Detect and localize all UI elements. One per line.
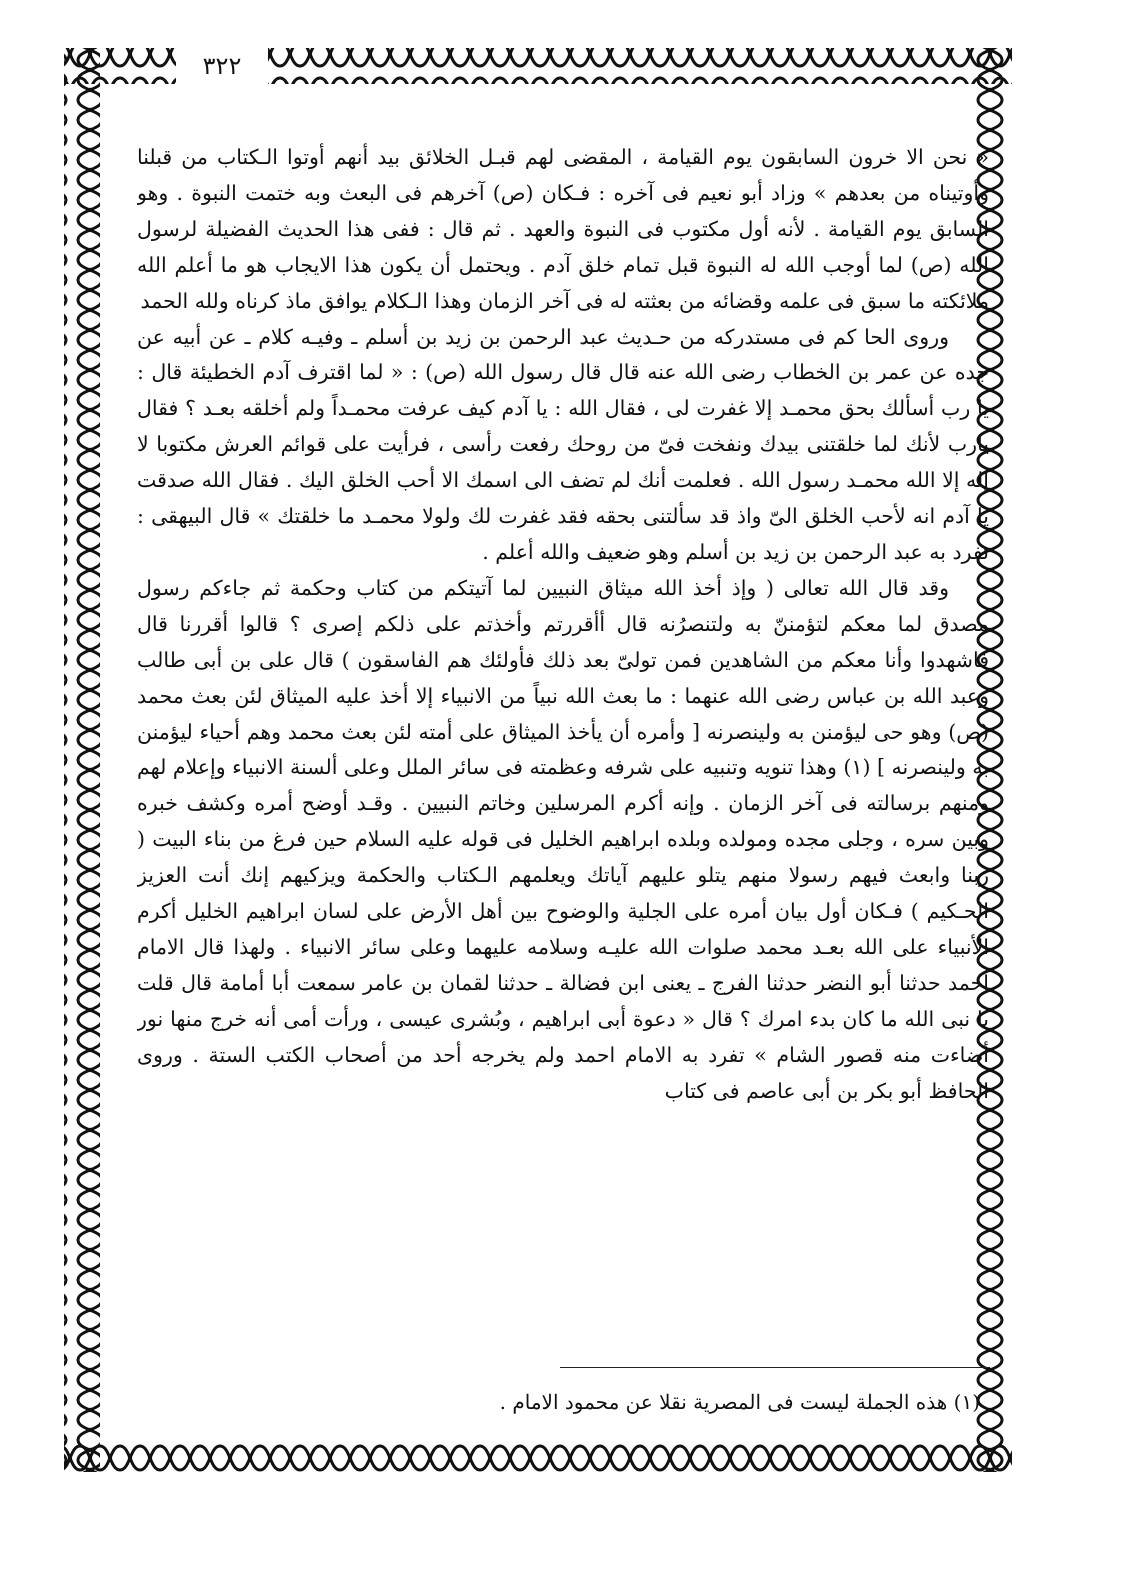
paragraph: « نحن الا خرون السابقون يوم القيامة ، المقضى لهم قبـل الخلائق بيد أنهم أوتوا الـكتاب من قبلنا وأوتيناه من بعدهم » وزاد أبو نعيم فى آخره : فـكان (ص) آخرهم فى البعث وبه ختمت النبوة . وهو السابق يوم القيامة . لأنه أول مكتوب فى النبوة والعهد . ثم قال : ففى هذا الحديث الفضيلة لرسول الله (ص) لما أوجب الله له النبوة قبل تمام خلق آدم . ويحتمل أن يكون هذا الايجاب هو ما أعلم الله ملائكته ما سبق فى علمه وقضائه من بعثته له فى آخر الزمان وهذا الـكلام يوافق ماذ كرناه ولله الحمد xyxy=(137,145,989,313)
footnote-divider xyxy=(560,1367,990,1368)
paragraph: وقد قال الله تعالى ( وإذ أخذ الله ميثاق النبيين لما آتيتكم من كتاب وحكمة ثم جاءكم رسول مصدق لما معكم لتؤمننّ به ولتنصرُنه قال أأقررتم وأخذتم على ذلكم إصرى ؟ قالوا أقررنا قال فاشهدوا وأنا معكم من الشاهدين فمن تولىّ بعد ذلك فأولئك هم الفاسقون ) قال على بن أبى طالب وعبد الله بن عباس رضى الله عنهما : ما بعث الله نبياً من الانبياء إلا أخذ عليه الميثاق لئن بعث محمد (ص) وهو حى ليؤمنن به ولينصرنه [ وأمره أن يأخذ الميثاق على أمته لئن بعث محمد وهم أحياء ليؤمنن به ولينصرنه ] (١) وهذا تنويه وتنبيه على شرفه وعظمته فى سائر الملل وعلى ألسنة الانبياء وإعلام لهم ومنهم برسالته فى آخر الزمان . وإنه أكرم المرسلين وخاتم النبيين . وقـد أوضح أمره وكشف خبره وبين سره ، وجلى مجده ومولده وبلده ابراهيم الخليل فى قوله عليه السلام حين فرغ من بناء البيت ( ربنا وابعث فيهم رسولا منهم يتلو عليهم آياتك ويعلمهم الـكتاب والحكمة ويزكيهم إنك أنت العزيز الحـكيم ) فـكان أول بيان أمره على الجلية والوضوح بين أهل الأرض على لسان ابراهيم الخليل أكرم الأنبياء على الله بعـد محمد صلوات الله عليـه وسلامه عليهما وعلى سائر الانبياء . ولهذا قال الامام احمد حدثنا أبو النضر حدثنا الفرج ـ يعنى ابن فضالة ـ حدثنا لقمان بن عامر سمعت أبا أمامة قال قلت يا نبى الله ما كان بدء امرك ؟ قال « دعوة أبى ابراهيم ، وبُشرى عيسى ، ورأت أمى أنه خرج منها نور أضاءت منه قصور الشام » تفرد به الامام احمد ولم يخرجه أحد من أصحاب الكتب الستة . وروى الحافظ أبو بكر بن أبى عاصم فى كتاب xyxy=(137,575,989,1103)
main-text xyxy=(137,140,989,1358)
footnote: (١) هذه الجملة ليست فى المصرية نقلا عن محمود الامام . xyxy=(499,1390,980,1414)
page-number: ٣٢٢ xyxy=(176,48,268,84)
paragraph: وروى الحا كم فى مستدركه من حـديث عبد الرحمن بن زيد بن أسلم ـ وفيـه كلام ـ عن أبيه عن جده عن عمر بن الخطاب رضى الله عنه قال قال رسول الله (ص) : « لما اقترف آدم الخطيئة قال : يا رب أسألك بحق محمـد إلا غفرت لى ، فقال الله : يا آدم كيف عرفت محمـداً ولم أخلقه بعـد ؟ فقال يارب لأنك لما خلقتنى بيدك ونفخت فىّ من روحك رفعت رأسى ، فرأيت على قوائم العرش مكتوبا لا إله إلا الله محمـد رسول الله . فعلمت أنك لم تضف الى اسمك الا أحب الخلق اليك . فقال الله صدقت يا آدم انه لأحب الخلق الىّ واذ قد سألتنى بحقه فقد غفرت لك ولولا محمـد ما خلقتك » قال البيهقى : تفرد به عبد الرحمن بن زيد بن أسلم وهو ضعيف والله أعلم . xyxy=(137,324,989,564)
